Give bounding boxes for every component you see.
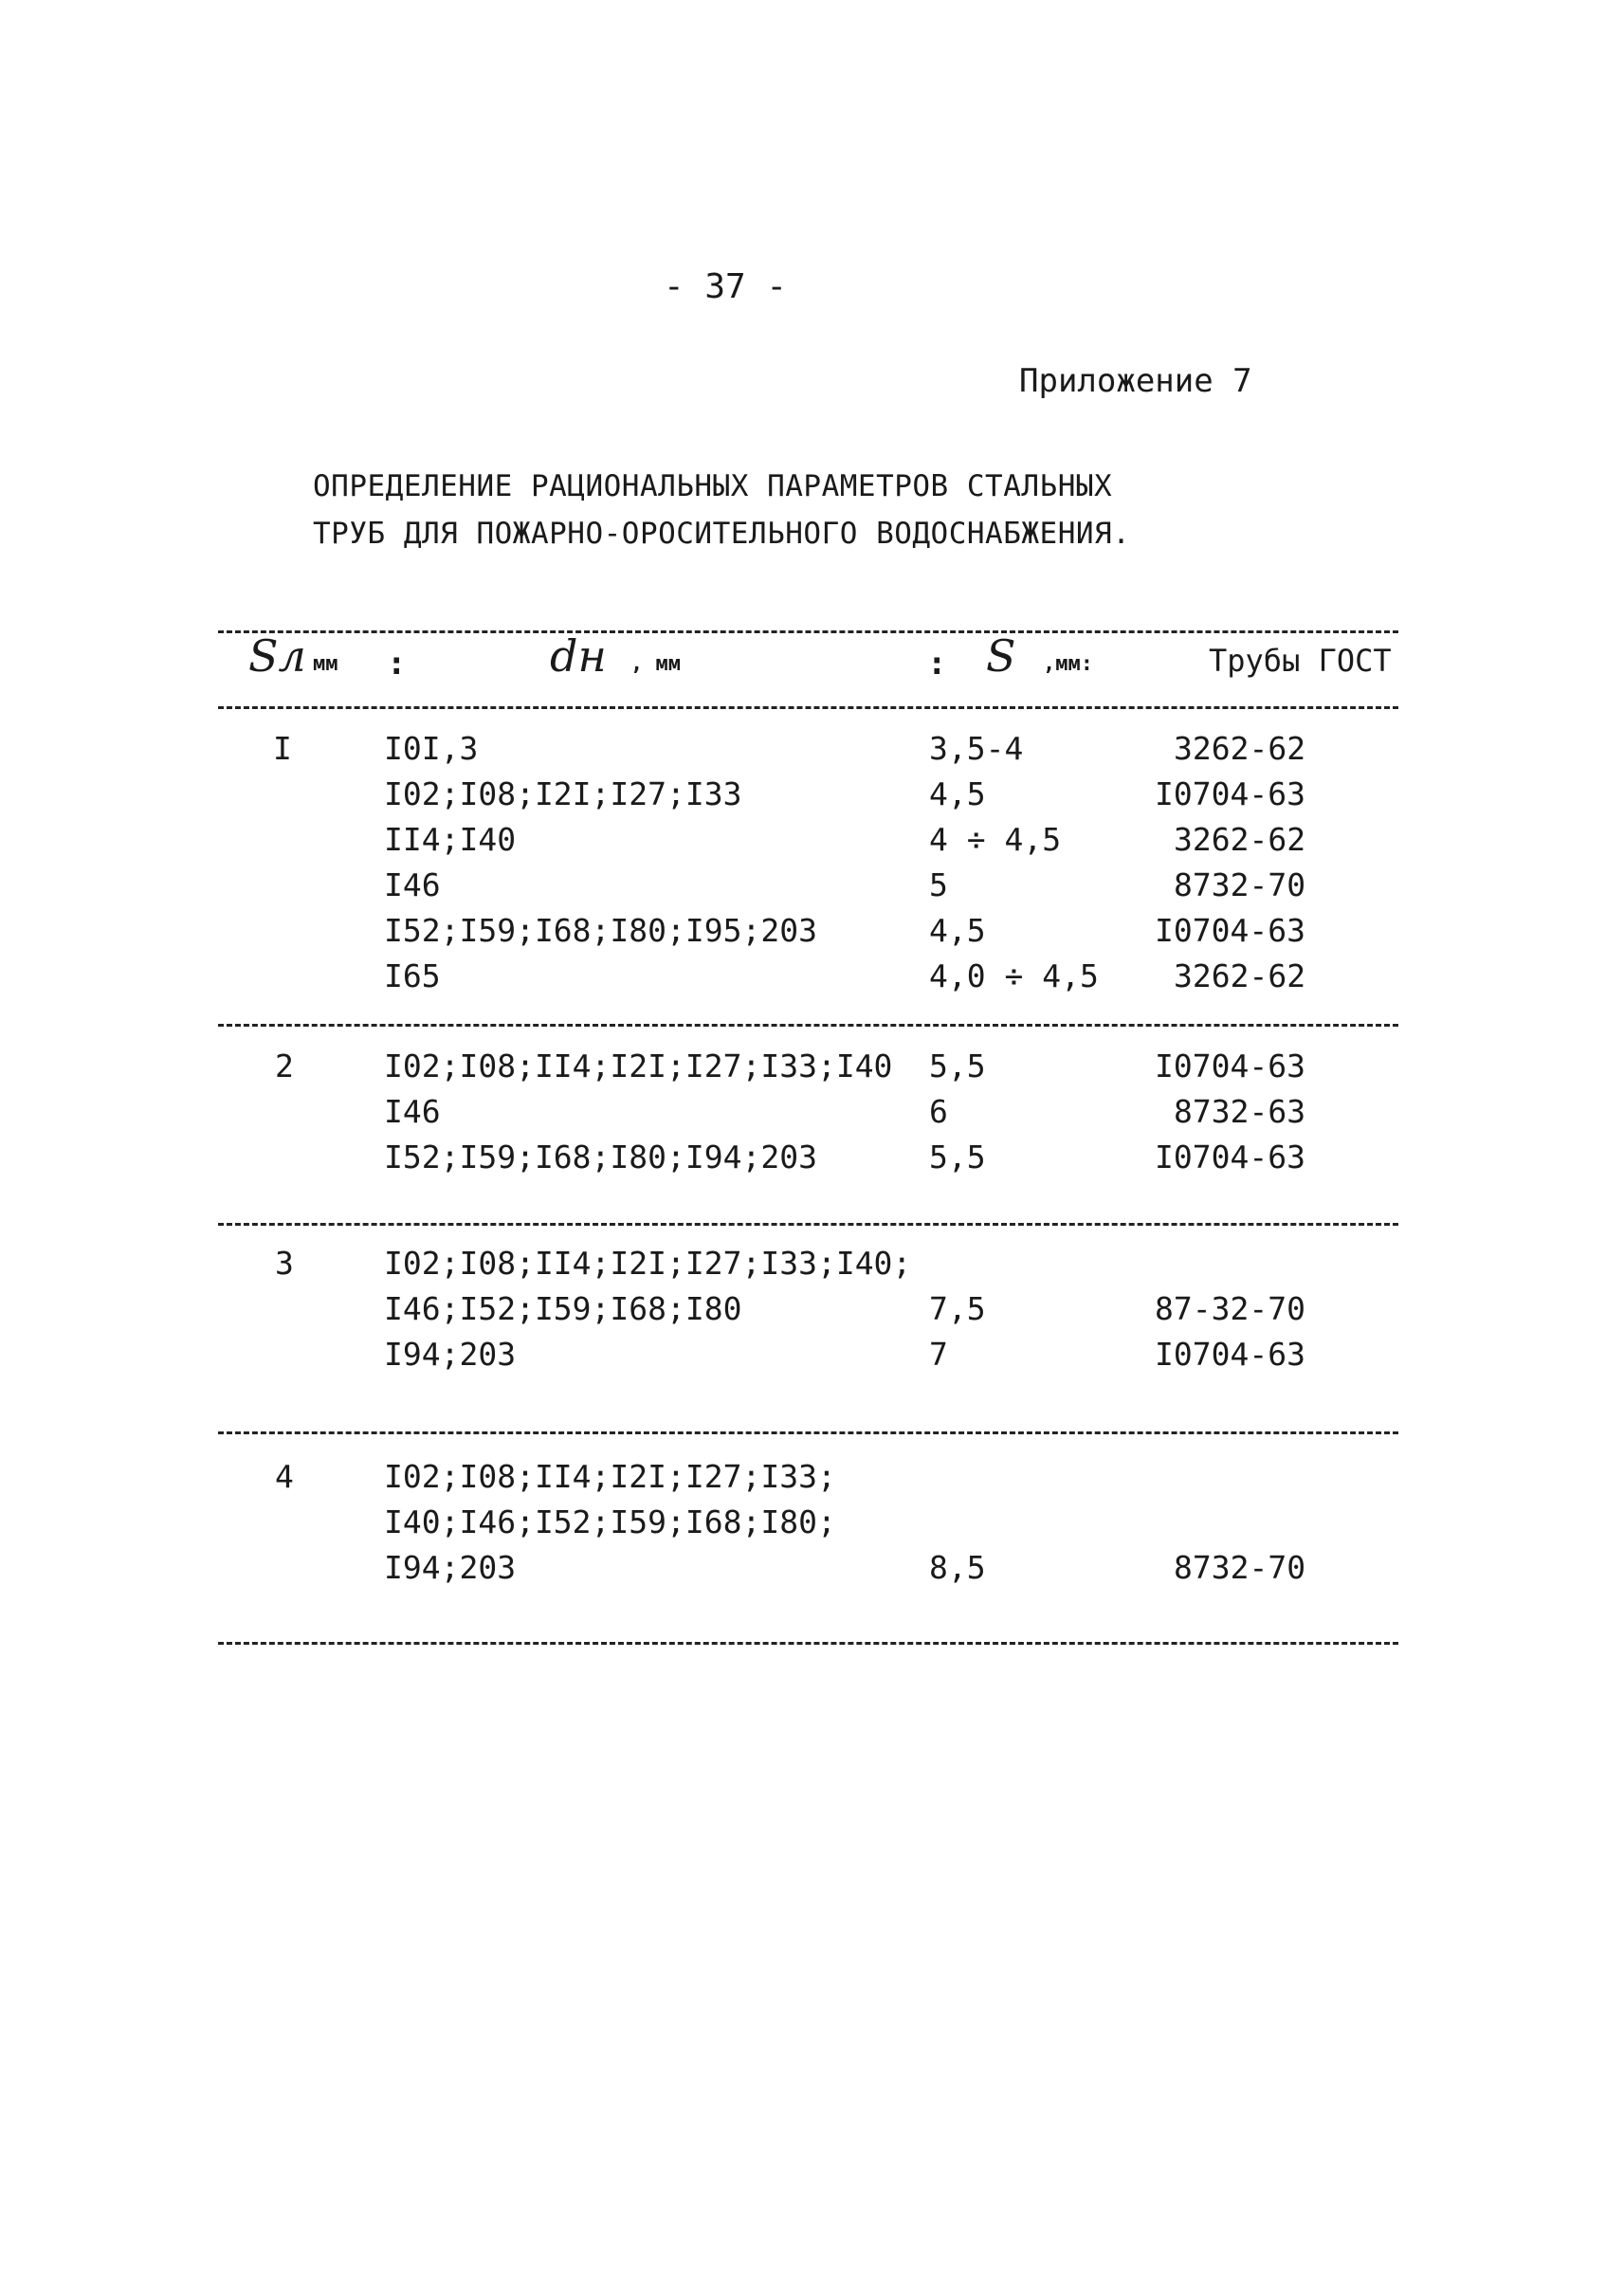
diameters-cell: I46 [384, 1093, 441, 1130]
group-class: 2 [275, 1048, 294, 1084]
thickness-cell: 7,5 [929, 1290, 986, 1327]
diameters-cell: I94;203 [384, 1336, 517, 1373]
gost-cell: I0704-63 [1155, 1336, 1305, 1373]
thickness-cell: 6 [929, 1093, 948, 1130]
header-col3-unit: ,мм: [1043, 652, 1093, 676]
thickness-cell: 7 [929, 1336, 948, 1373]
gost-cell: 87-32-70 [1155, 1290, 1305, 1327]
diameters-cell: I0I,3 [384, 730, 479, 767]
group-class: 3 [275, 1245, 294, 1282]
thickness-cell: 5,5 [929, 1048, 986, 1084]
header-col2-symbol: dн [550, 630, 607, 682]
header-bottom-rule [218, 706, 1398, 709]
appendix-label: Приложение 7 [1019, 362, 1252, 400]
header-col1-unit: мм [313, 652, 338, 676]
header-top-rule [218, 630, 1398, 633]
document-title-line-2: ТРУБ ДЛЯ ПОЖАРНО-ОРОСИТЕЛЬНОГО ВОДОСНАБЖЕНИЯ. [313, 517, 1131, 551]
diameters-cell: I94;203 [384, 1549, 517, 1586]
group-class: 4 [275, 1458, 294, 1495]
header-col2-unit: , мм [630, 652, 681, 676]
gost-cell: I0704-63 [1155, 1139, 1305, 1175]
diameters-cell: I02;I08;I2I;I27;I33 [384, 775, 742, 812]
gost-cell: 3262-62 [1174, 730, 1306, 767]
thickness-cell: 4,0 ÷ 4,5 [929, 957, 1099, 994]
document-title-line-1: ОПРЕДЕЛЕНИЕ РАЦИОНАЛЬНЫХ ПАРАМЕТРОВ СТАЛЬНЫХ [313, 469, 1113, 503]
thickness-cell: 4,5 [929, 912, 986, 949]
diameters-cell: I52;I59;I68;I80;I94;203 [384, 1139, 817, 1175]
thickness-cell: 5 [929, 866, 948, 903]
thickness-cell: 3,5-4 [929, 730, 1024, 767]
diameters-cell: I46;I52;I59;I68;I80 [384, 1290, 742, 1327]
group-class: I [273, 730, 292, 767]
gost-cell: 8732-70 [1174, 866, 1306, 903]
diameters-cell: I02;I08;II4;I2I;I27;I33; [384, 1458, 836, 1495]
diameters-cell: I46 [384, 866, 441, 903]
header-separator: : [387, 645, 407, 683]
gost-cell: I0704-63 [1155, 1048, 1305, 1084]
header-separator: : [927, 645, 947, 683]
gost-cell: I0704-63 [1155, 775, 1305, 812]
header-col4: Трубы ГОСТ [1209, 643, 1392, 679]
table-bottom-rule [218, 1642, 1398, 1645]
diameters-cell: I02;I08;II4;I2I;I27;I33;I40; [384, 1245, 912, 1282]
header-col3-symbol: S [986, 630, 1016, 682]
group-divider [218, 1024, 1398, 1027]
thickness-cell: 4,5 [929, 775, 986, 812]
gost-cell: 8732-70 [1174, 1549, 1306, 1586]
gost-cell: I0704-63 [1155, 912, 1305, 949]
header-col1-symbol: Sл [248, 630, 306, 682]
diameters-cell: I40;I46;I52;I59;I68;I80; [384, 1503, 836, 1540]
group-divider [218, 1223, 1398, 1226]
gost-cell: 3262-62 [1174, 821, 1306, 858]
thickness-cell: 4 ÷ 4,5 [929, 821, 1062, 858]
diameters-cell: I02;I08;II4;I2I;I27;I33;I40 [384, 1048, 893, 1084]
diameters-cell: II4;I40 [384, 821, 517, 858]
diameters-cell: I52;I59;I68;I80;I95;203 [384, 912, 817, 949]
group-divider [218, 1431, 1398, 1434]
gost-cell: 3262-62 [1174, 957, 1306, 994]
page-number: - 37 - [664, 267, 788, 306]
thickness-cell: 5,5 [929, 1139, 986, 1175]
diameters-cell: I65 [384, 957, 441, 994]
thickness-cell: 8,5 [929, 1549, 986, 1586]
gost-cell: 8732-63 [1174, 1093, 1306, 1130]
